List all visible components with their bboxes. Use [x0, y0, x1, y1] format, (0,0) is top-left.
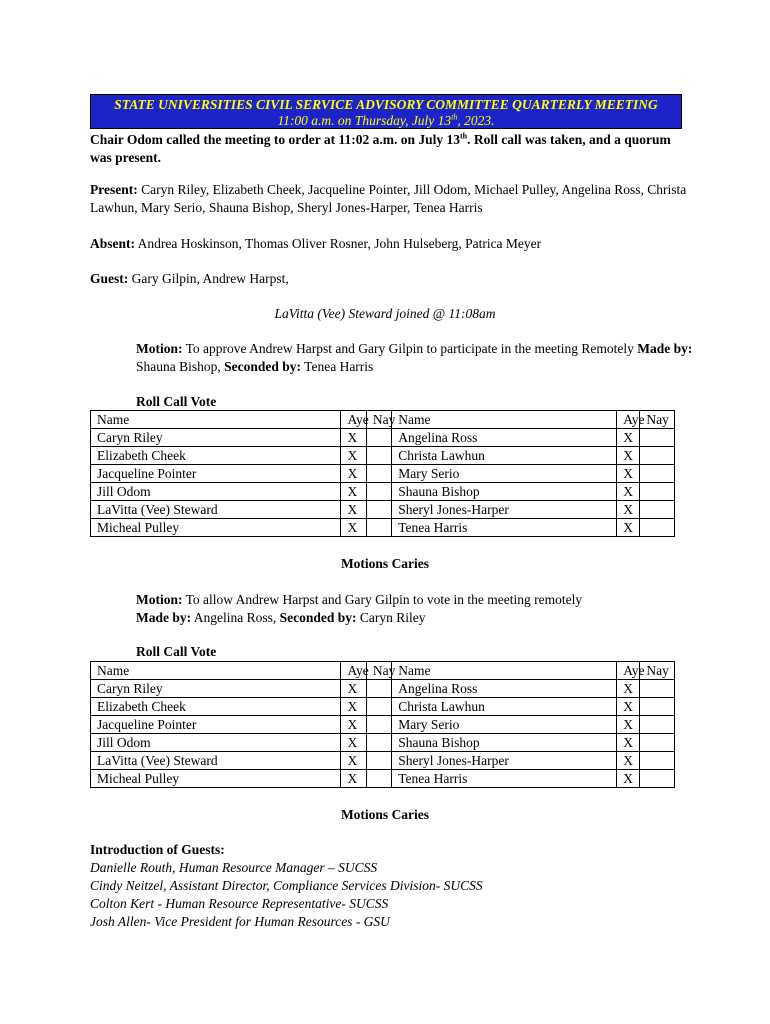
voter-name: Christa Lawhun: [392, 447, 617, 465]
header-nay: Nay: [366, 411, 391, 429]
table-row: [91, 680, 675, 698]
table-row: [91, 447, 675, 465]
joined-note: LaVitta (Vee) Steward joined @ 11:08am: [274, 306, 496, 321]
table-header-row: [91, 662, 675, 680]
header-aye: Aye: [617, 662, 640, 680]
aye-vote: X: [617, 447, 640, 465]
nay-vote: [366, 734, 391, 752]
guest-item: Josh Allen- Vice President for Human Resources - GSU: [90, 914, 390, 929]
nay-vote: [366, 680, 391, 698]
nay-vote: [640, 734, 675, 752]
aye-vote: X: [617, 680, 640, 698]
voter-name: Sheryl Jones-Harper: [392, 501, 617, 519]
aye-vote: X: [341, 698, 366, 716]
nay-vote: [640, 770, 675, 788]
voter-name: Shauna Bishop: [392, 734, 617, 752]
table-row: [91, 519, 675, 537]
aye-vote: X: [617, 501, 640, 519]
nay-vote: [366, 465, 391, 483]
nay-vote: [366, 519, 391, 537]
table-row: [91, 483, 675, 501]
voter-name: Jill Odom: [91, 734, 341, 752]
present-list: Present: Caryn Riley, Elizabeth Cheek, Jacqueline Pointer, Jill Odom, Michael Pulley, Angelina Ross, Christa Lawhun, Mary Serio, Shauna Bishop, Sheryl Jones-Harper, Tenea Harris: [90, 182, 687, 215]
aye-vote: X: [341, 429, 366, 447]
motion-2: Motion: To allow Andrew Harpst and Gary Gilpin to vote in the meeting remotely Made by: Angelina Ross, Seconded by: Caryn Riley: [136, 592, 583, 625]
aye-vote: X: [617, 716, 640, 734]
table-row: [91, 716, 675, 734]
roll-call-label-2: Roll Call Vote: [136, 644, 217, 659]
guest-item: Colton Kert - Human Resource Representative- SUCSS: [90, 896, 389, 911]
aye-vote: X: [341, 716, 366, 734]
table-row: [91, 465, 675, 483]
nay-vote: [640, 716, 675, 734]
roll-call-table-1: [90, 410, 675, 537]
voter-name: Jacqueline Pointer: [91, 465, 341, 483]
voter-name: LaVitta (Vee) Steward: [91, 501, 341, 519]
voter-name: Shauna Bishop: [392, 483, 617, 501]
aye-vote: X: [617, 465, 640, 483]
header-name: Name: [392, 411, 617, 429]
header-nay: Nay: [640, 662, 675, 680]
header-name: Name: [392, 662, 617, 680]
aye-vote: X: [617, 770, 640, 788]
roll-call-label-1: Roll Call Vote: [136, 394, 217, 409]
voter-name: Tenea Harris: [392, 519, 617, 537]
voter-name: Tenea Harris: [392, 770, 617, 788]
motion-result-2: Motions Caries: [340, 807, 430, 822]
header-aye: Aye: [341, 662, 366, 680]
aye-vote: X: [341, 501, 366, 519]
nay-vote: [640, 483, 675, 501]
table-row: [91, 698, 675, 716]
nay-vote: [366, 447, 391, 465]
nay-vote: [366, 770, 391, 788]
nay-vote: [366, 698, 391, 716]
nay-vote: [640, 501, 675, 519]
voter-name: Mary Serio: [392, 716, 617, 734]
voter-name: Micheal Pulley: [91, 770, 341, 788]
voter-name: Angelina Ross: [392, 680, 617, 698]
call-to-order: Chair Odom called the meeting to order at 11:02 a.m. on July 13th. Roll call was taken, and a quorum was present.: [90, 131, 671, 165]
aye-vote: X: [617, 519, 640, 537]
motion-1: Motion: To approve Andrew Harpst and Gary Gilpin to participate in the meeting Remotely Made by: Shauna Bishop, Seconded by: Tenea Harris: [136, 341, 693, 374]
header-aye: Aye: [617, 411, 640, 429]
aye-vote: X: [341, 465, 366, 483]
meeting-title: STATE UNIVERSITIES CIVIL SERVICE ADVISORY COMMITTEE QUARTERLY MEETING: [114, 97, 658, 112]
table-row: [91, 752, 675, 770]
absent-list: Absent: Andrea Hoskinson, Thomas Oliver Rosner, John Hulseberg, Patrica Meyer: [90, 236, 542, 251]
voter-name: Jill Odom: [91, 483, 341, 501]
roll-call-table-2: [90, 661, 675, 788]
aye-vote: X: [341, 770, 366, 788]
voter-name: Christa Lawhun: [392, 698, 617, 716]
aye-vote: X: [617, 698, 640, 716]
voter-name: Mary Serio: [392, 465, 617, 483]
nay-vote: [640, 519, 675, 537]
nay-vote: [366, 501, 391, 519]
aye-vote: X: [341, 447, 366, 465]
header-name: Name: [91, 411, 341, 429]
voter-name: Sheryl Jones-Harper: [392, 752, 617, 770]
voter-name: Caryn Riley: [91, 680, 341, 698]
table-row: [91, 501, 675, 519]
nay-vote: [640, 429, 675, 447]
nay-vote: [640, 465, 675, 483]
voter-name: Elizabeth Cheek: [91, 698, 341, 716]
guest-introductions-label: Introduction of Guests:: [90, 842, 225, 857]
header-aye: Aye: [341, 411, 366, 429]
aye-vote: X: [617, 734, 640, 752]
nay-vote: [640, 752, 675, 770]
nay-vote: [640, 447, 675, 465]
voter-name: Jacqueline Pointer: [91, 716, 341, 734]
guest-item: Danielle Routh, Human Resource Manager – SUCSS: [90, 860, 378, 875]
aye-vote: X: [341, 752, 366, 770]
nay-vote: [366, 429, 391, 447]
table-row: [91, 770, 675, 788]
meeting-header-banner: [90, 94, 682, 129]
nay-vote: [640, 698, 675, 716]
header-name: Name: [91, 662, 341, 680]
guest-list: Guest: Gary Gilpin, Andrew Harpst,: [90, 271, 289, 286]
nay-vote: [366, 716, 391, 734]
nay-vote: [366, 483, 391, 501]
guest-introductions: [90, 841, 690, 931]
table-header-row: [91, 411, 675, 429]
aye-vote: X: [341, 483, 366, 501]
voter-name: Angelina Ross: [392, 429, 617, 447]
voter-name: Caryn Riley: [91, 429, 341, 447]
header-nay: Nay: [640, 411, 675, 429]
aye-vote: X: [617, 752, 640, 770]
aye-vote: X: [341, 734, 366, 752]
meeting-datetime: 11:00 a.m. on Thursday, July 13th, 2023.: [277, 112, 495, 128]
header-nay: Nay: [366, 662, 391, 680]
aye-vote: X: [617, 483, 640, 501]
voter-name: LaVitta (Vee) Steward: [91, 752, 341, 770]
motion-result-1: Motions Caries: [340, 556, 430, 571]
aye-vote: X: [341, 680, 366, 698]
nay-vote: [640, 680, 675, 698]
aye-vote: X: [617, 429, 640, 447]
nay-vote: [366, 752, 391, 770]
table-row: [91, 734, 675, 752]
voter-name: Elizabeth Cheek: [91, 447, 341, 465]
table-row: [91, 429, 675, 447]
aye-vote: X: [341, 519, 366, 537]
guest-item: Cindy Neitzel, Assistant Director, Compliance Services Division- SUCSS: [90, 878, 483, 893]
voter-name: Micheal Pulley: [91, 519, 341, 537]
